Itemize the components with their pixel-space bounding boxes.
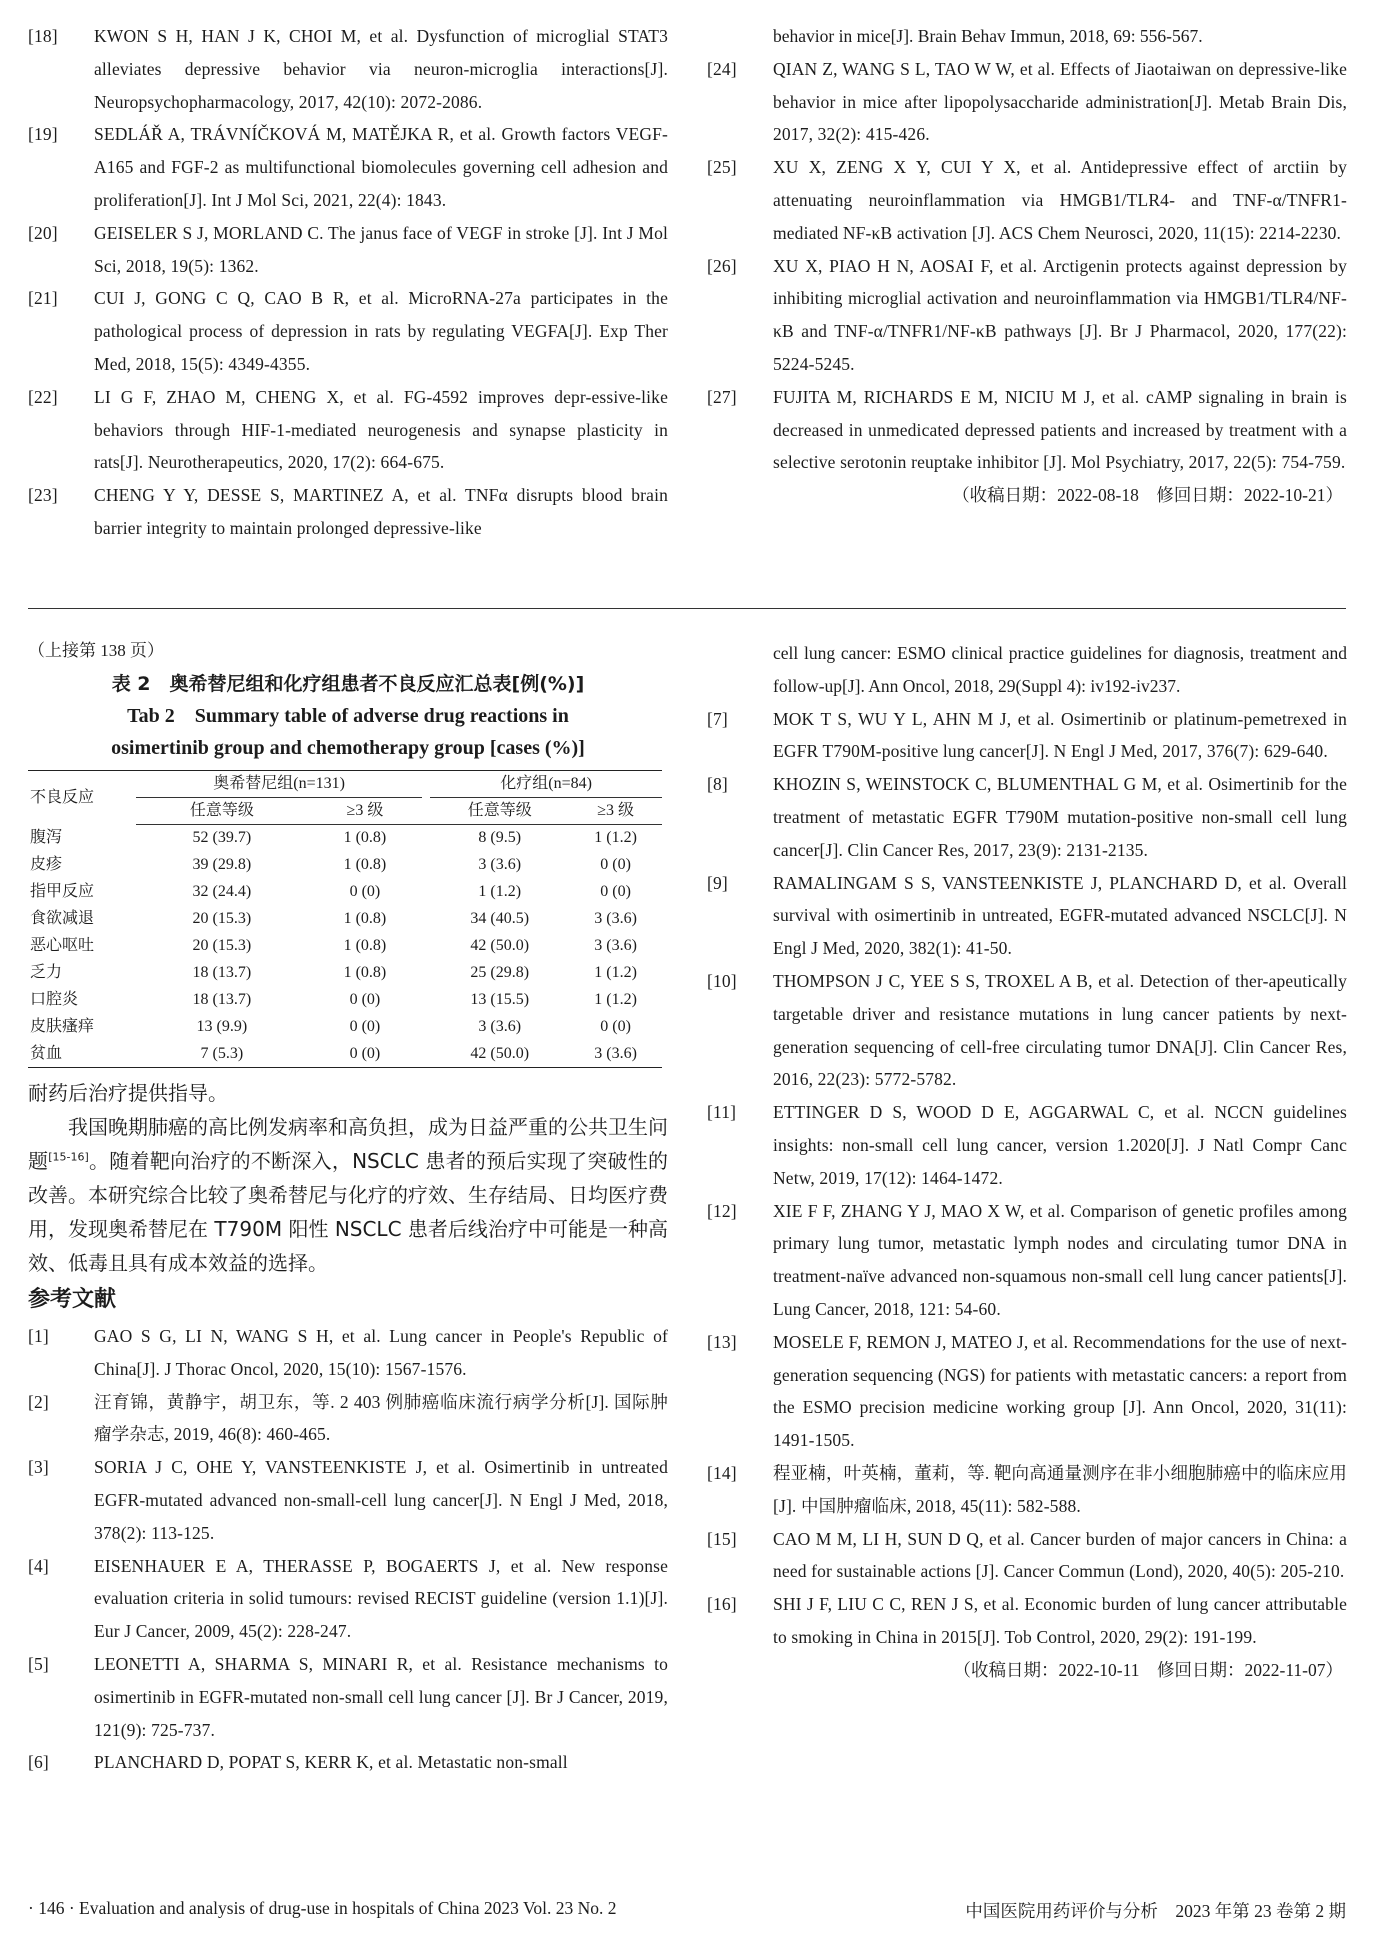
value-cell: 0 (0) [349,1018,381,1035]
reference-item [707,1195,1347,1326]
value-cell: 34 (40.5) [470,910,530,927]
section-divider [28,608,1346,609]
reference-number: [9] [707,872,728,893]
value-cell: 1 (0.8) [343,964,387,981]
sub-header-any-grade: 任意等级 [136,798,308,825]
value-cell: 1 (1.2) [478,883,522,900]
reference-item [707,250,1347,381]
reference-item [707,1588,1347,1654]
reference-number: [24] [707,58,737,79]
table-row [28,1014,662,1041]
value-cell: 20 (15.3) [192,937,252,954]
reference-list [28,1320,668,1779]
reference-number: [5] [28,1653,49,1674]
reference-list [707,703,1347,1654]
reference-item [707,1457,1347,1523]
value-cell: 3 (3.6) [478,856,522,873]
reference-number: [6] [28,1752,49,1773]
reaction-name-cell: 腹泻 [30,829,63,846]
value-cell: 1 (0.8) [343,856,387,873]
value-cell: 7 (5.3) [136,1041,308,1068]
reference-item [28,20,668,118]
reference-item [28,1386,668,1452]
reaction-name-cell: 乏力 [30,964,63,981]
article-column-left [28,637,668,1779]
adverse-reactions-table [28,770,662,1068]
reference-item [707,53,1347,151]
reference-number: [14] [707,1462,737,1483]
reaction-name-cell: 口腔炎 [30,991,79,1008]
value-cell: 25 (29.8) [470,964,530,981]
reference-item [28,1648,668,1746]
reference-text: SORIA J C, OHE Y, VANSTEENKISTE J, et al. Osimertinib in untreated EGFR-mutated advanced non-small-cell lung cancer[J]. N Engl J Med, 2018, 378(2): 113-125. [94,1457,668,1543]
table-title-cn: 表 2 奥希替尼组和化疗组患者不良反应汇总表[例(%)] [111,673,585,695]
reference-item [707,1326,1347,1457]
value-cell: 3 (3.6) [478,1018,522,1035]
reference-number: [23] [28,485,58,506]
reference-text: PLANCHARD D, POPAT S, KERR K, et al. Metastatic non-small [94,1752,568,1773]
value-cell: 8 (9.5) [478,829,522,847]
received-date: （收稿日期：2022-10-11 修回日期：2022-11-07） [953,1659,1343,1680]
continued-note: （上接第 138 页） [28,641,164,660]
reference-text: XU X, PIAO H N, AOSAI F, et al. Arctigenin protects against depression by inhibiting microglial activation and neuroinflammation via HMGB1/TLR4/NF-κB and TNF-α/TNFR1/NF-κB pathways [J]. Br J Pharmacol, 2020, 177(22): 5224-5245. [773,255,1347,374]
reference-item [707,965,1347,1096]
reference-number: [7] [707,708,728,729]
reference-text: CUI J, GONG C Q, CAO B R, et al. MicroRNA-27a participates in the pathological process of depression in rats by regulating VEGFA[J]. Exp Ther Med, 2018, 15(5): 4349-4355. [94,288,668,374]
reference-item [28,1746,668,1779]
body-paragraph-2: 我国晚期肺癌的高比例发病率和高负担，成为日益严重的公共卫生问题[15-16]。随着靶向治疗的不断深入，NSCLC 患者的预后实现了突破性的改善。本研究综合比较了奥希替尼与化疗的疗效、生存结局、日均医疗费用，发现奥希替尼在 T790M 阳性 NSCLC 患者后线治疗中可能是一种高效、低毒且具有成本效益的选择。 [28,1115,669,1275]
reference-number: [12] [707,1200,737,1221]
footer-journal-en: · 146 · Evaluation and analysis of drug-use in hospitals of China 2023 Vol. 23 No. 2 [28,1898,617,1918]
reaction-name-cell: 食欲减退 [30,910,95,927]
reference-text: 汪育锦，黄静宇，胡卫东，等. 2 403 例肺癌临床流行病学分析[J]. 国际肿瘤学杂志, 2019, 46(8): 460-465. [94,1391,668,1445]
reference-text: CAO M M, LI H, SUN D Q, et al. Cancer burden of major cancers in China: a need for sustainable actions [J]. Cancer Commun (Lond), 2020, 40(5): 205-210. [773,1528,1347,1582]
reference-text: LI G F, ZHAO M, CHENG X, et al. FG-4592 improves depr-essive-like behaviors through HIF-1-mediated neurogenesis and synapse plasticity in rats[J]. Neurotherapeutics, 2020, 17(2): 664-675. [94,386,668,473]
reference-number: [18] [28,26,58,46]
reference-text: MOK T S, WU Y L, AHN M J, et al. Osimertinib or platinum-pemetrexed in EGFR T790M-positive lung cancer[J]. N Engl J Med, 2017, 376(7): 629-640. [773,708,1347,762]
value-cell: 1 (0.8) [343,910,387,927]
reference-item [28,217,668,283]
reference-item [707,1096,1347,1194]
reference-text: FUJITA M, RICHARDS E M, NICIU M J, et al. cAMP signaling in brain is decreased in unmedicated depressed patients and increased by treatment with a selective serotonin reuptake inhibitor [J]. Mol Psychiatry, 2017, 22(5): 754-759. [773,386,1347,473]
reference-item [28,282,668,380]
reference-number: [3] [28,1457,49,1478]
reference-item [707,151,1347,249]
reference-text: LEONETTI A, SHARMA S, MINARI R, et al. Resistance mechanisms to osimertinib in EGFR-mutated non-small cell lung cancer [J]. Br J Cancer, 2019, 121(9): 725-737. [94,1653,668,1740]
sub-header-grade3: ≥3 级 [569,798,662,825]
reference-item [707,768,1347,866]
reference-text: GEISELER S J, MORLAND C. The janus face of VEGF in stroke [J]. Int J Mol Sci, 2018, 19(5): 1362. [94,222,668,276]
reference-number: [11] [707,1102,737,1123]
reference-item [707,867,1347,965]
value-cell: 0 (0) [349,991,381,1008]
sub-header-any-grade: 任意等级 [430,798,569,825]
value-cell: 0 (0) [600,883,631,900]
reference-item [707,1523,1347,1589]
reference-text: RAMALINGAM S S, VANSTEENKISTE J, PLANCHARD D, et al. Overall survival with osimertinib in untreated, EGFR-mutated advanced NSCLC[J]. N Engl J Med, 2020, 382(1): 41-50. [773,872,1347,959]
value-cell: 0 (0) [308,1041,422,1068]
table-row [28,825,662,852]
reference-item [28,1550,668,1648]
table-row [28,933,662,960]
reference-number: [1] [28,1326,49,1346]
value-cell: 42 (50.0) [430,1041,569,1068]
table-row [28,852,662,879]
reaction-name-cell: 指甲反应 [30,883,95,900]
value-cell: 32 (24.4) [192,883,252,900]
footer-journal-cn: 中国医院用药评价与分析 2023 年第 23 卷第 2 期 [965,1901,1346,1921]
reference-text: XIE F F, ZHANG Y J, MAO X W, et al. Comparison of genetic profiles among primary lung tumor, metastatic lymph nodes and circulating tumor DNA in treatment-naïve advanced non-squamous non-small cell lung cancer patients[J]. Lung Cancer, 2018, 121: 54-60. [773,1200,1347,1319]
reference-text: GAO S G, LI N, WANG S H, et al. Lung cancer in People's Republic of China[J]. J Thorac Oncol, 2020, 15(10): 1567-1576. [94,1326,668,1379]
reaction-name-cell: 贫血 [28,1041,136,1068]
reference-number: [4] [28,1555,49,1576]
reference-text: KHOZIN S, WEINSTOCK C, BLUMENTHAL G M, et al. Osimertinib for the treatment of metastatic EGFR T790M mutation-positive non-small cell lung cancer[J]. Clin Cancer Res, 2017, 23(9): 2131-2135. [773,774,1347,860]
value-cell: 3 (3.6) [594,937,637,954]
value-cell: 52 (39.7) [192,829,252,847]
reference-number: [2] [28,1391,49,1412]
value-cell: 18 (13.7) [192,991,252,1008]
value-cell: 0 (0) [600,1018,631,1035]
reference-item [28,381,668,479]
reference-text: THOMPSON J C, YEE S S, TROXEL A B, et al. Detection of ther-apeutically targetable driver and resistance mutations in lung cancer patients by next-generation sequencing of cell-free circulating tumor DNA[J]. Clin Cancer Res, 2016, 22(23): 5772-5782. [773,970,1347,1090]
reference-number: [22] [28,386,58,407]
table-row [28,906,662,933]
value-cell: 13 (15.5) [470,991,530,1008]
value-cell: 3 (3.6) [569,1041,662,1068]
table-row [28,1041,662,1068]
col-header-osimertinib: 奥希替尼组(n=131) [136,771,422,798]
reference-continuation: cell lung cancer: ESMO clinical practice guidelines for diagnosis, treatment and follow-up[J]. Ann Oncol, 2018, 29(Suppl 4): iv192-iv237. [773,643,1347,696]
table-title-en-line2: osimertinib group and chemotherapy group [cases (%)] [111,737,585,759]
reference-text: EISENHAUER E A, THERASSE P, BOGAERTS J, et al. New response evaluation criteria in solid tumours: revised RECIST guideline (version 1.1)[J]. Eur J Cancer, 2009, 45(2): 228-247. [94,1555,668,1642]
page-footer [28,1898,1346,1923]
reference-item [707,703,1347,769]
references-top-left [28,20,668,545]
value-cell: 13 (9.9) [196,1018,248,1035]
reference-item [707,381,1347,479]
value-cell: 1 (1.2) [594,991,637,1008]
citation: [15-16] [48,1150,89,1164]
value-cell: 18 (13.7) [192,964,252,981]
reference-number: [21] [28,288,58,309]
reaction-name-cell: 皮肤瘙痒 [30,1018,95,1035]
reference-item [28,1320,668,1386]
body-paragraph-1: 耐药后治疗提供指导。 [28,1081,228,1105]
value-cell: 1 (0.8) [343,937,387,954]
value-cell: 1 (0.8) [343,829,387,847]
reference-text: SHI J F, LIU C C, REN J S, et al. Economic burden of lung cancer attributable to smoking in China in 2015[J]. Tob Control, 2020, 29(2): 191-199. [773,1594,1347,1647]
reference-number: [10] [707,970,737,991]
value-cell: 20 (15.3) [192,910,252,927]
reference-text: CHENG Y Y, DESSE S, MARTINEZ A, et al. TNFα disrupts blood brain barrier integrity to maintain prolonged depressive-like [94,485,668,538]
reference-text: SEDLÁŘ A, TRÁVNÍČKOVÁ M, MATĚJKA R, et al. Growth factors VEGF-A165 and FGF-2 as multifunctional biomolecules governing cell adhesion and proliferation[J]. Int J Mol Sci, 2021, 22(4): 1843. [94,124,668,210]
reference-number: [13] [707,1331,737,1352]
reference-number: [16] [707,1594,737,1615]
reference-number: [15] [707,1528,737,1549]
reference-text: ETTINGER D S, WOOD D E, AGGARWAL C, et al. NCCN guidelines insights: non-small cell lung cancer, version 1.2020[J]. J Natl Compr Canc Netw, 2019, 17(12): 1464-1472. [773,1102,1347,1188]
reference-text: MOSELE F, REMON J, MATEO J, et al. Recommendations for the use of next-generation sequencing (NGS) for patients with metastatic cancers: a report from the ESMO precision medicine working group [J]. Ann Oncol, 2020, 31(11): 1491-1505. [773,1331,1347,1451]
reaction-name-cell: 皮疹 [30,856,63,873]
reference-text: 程亚楠，叶英楠，董莉，等. 靶向高通量测序在非小细胞肺癌中的临床应用[J]. 中国肿瘤临床, 2018, 45(11): 582-588. [773,1462,1347,1516]
col-header-reaction: 不良反应 [28,771,136,825]
table-body [28,825,662,1068]
table-row [28,960,662,987]
col-header-chemotherapy: 化疗组(n=84) [430,771,662,798]
reference-item [28,479,668,545]
reference-item [28,118,668,216]
table-row [28,879,662,906]
reference-number: [25] [707,157,737,178]
reference-text: QIAN Z, WANG S L, TAO W W, et al. Effects of Jiaotaiwan on depressive-like behavior in mice after lipopolysaccharide administration[J]. Metab Brain Dis, 2017, 32(2): 415-426. [773,58,1347,145]
value-cell: 1 (1.2) [594,829,637,847]
reference-number: [26] [707,255,737,276]
reference-continuation: behavior in mice[J]. Brain Behav Immun, 2018, 69: 556-567. [773,26,1203,46]
reference-number: [19] [28,124,58,145]
reference-text: KWON S H, HAN J K, CHOI M, et al. Dysfunction of microglial STAT3 alleviates depressive behavior via neuron-microglia interactions[J]. Neuropsychopharmacology, 2017, 42(10): 2072-2086. [94,26,668,112]
reference-text: XU X, ZENG X Y, CUI Y X, et al. Antidepressive effect of arctiin by attenuating neuroinflammation via HMGB1/TLR4- and TNF-α/TNFR1-mediated NF-κB activation [J]. ACS Chem Neurosci, 2020, 11(15): 2214-2230. [773,157,1347,243]
value-cell: 0 (0) [600,856,631,873]
references-bottom-right [707,637,1347,1687]
value-cell: 42 (50.0) [470,937,530,954]
reference-number: [27] [707,386,737,407]
reference-number: [8] [707,774,728,795]
table-row [28,987,662,1014]
value-cell: 1 (1.2) [594,964,637,981]
value-cell: 3 (3.6) [594,910,637,927]
reference-number: [20] [28,222,58,243]
sub-header-grade3: ≥3 级 [308,798,422,825]
value-cell: 0 (0) [349,883,381,900]
reference-list [707,53,1347,479]
reference-item [28,1451,668,1549]
reaction-name-cell: 恶心呕吐 [30,937,95,954]
value-cell: 39 (29.8) [192,856,252,873]
references-top-right [707,20,1347,512]
received-date: （收稿日期：2022-08-18 修回日期：2022-10-21） [952,485,1343,506]
table-title-en-line1: Tab 2 Summary table of adverse drug reactions in [127,705,569,727]
references-heading: 参考文献 [28,1287,117,1312]
